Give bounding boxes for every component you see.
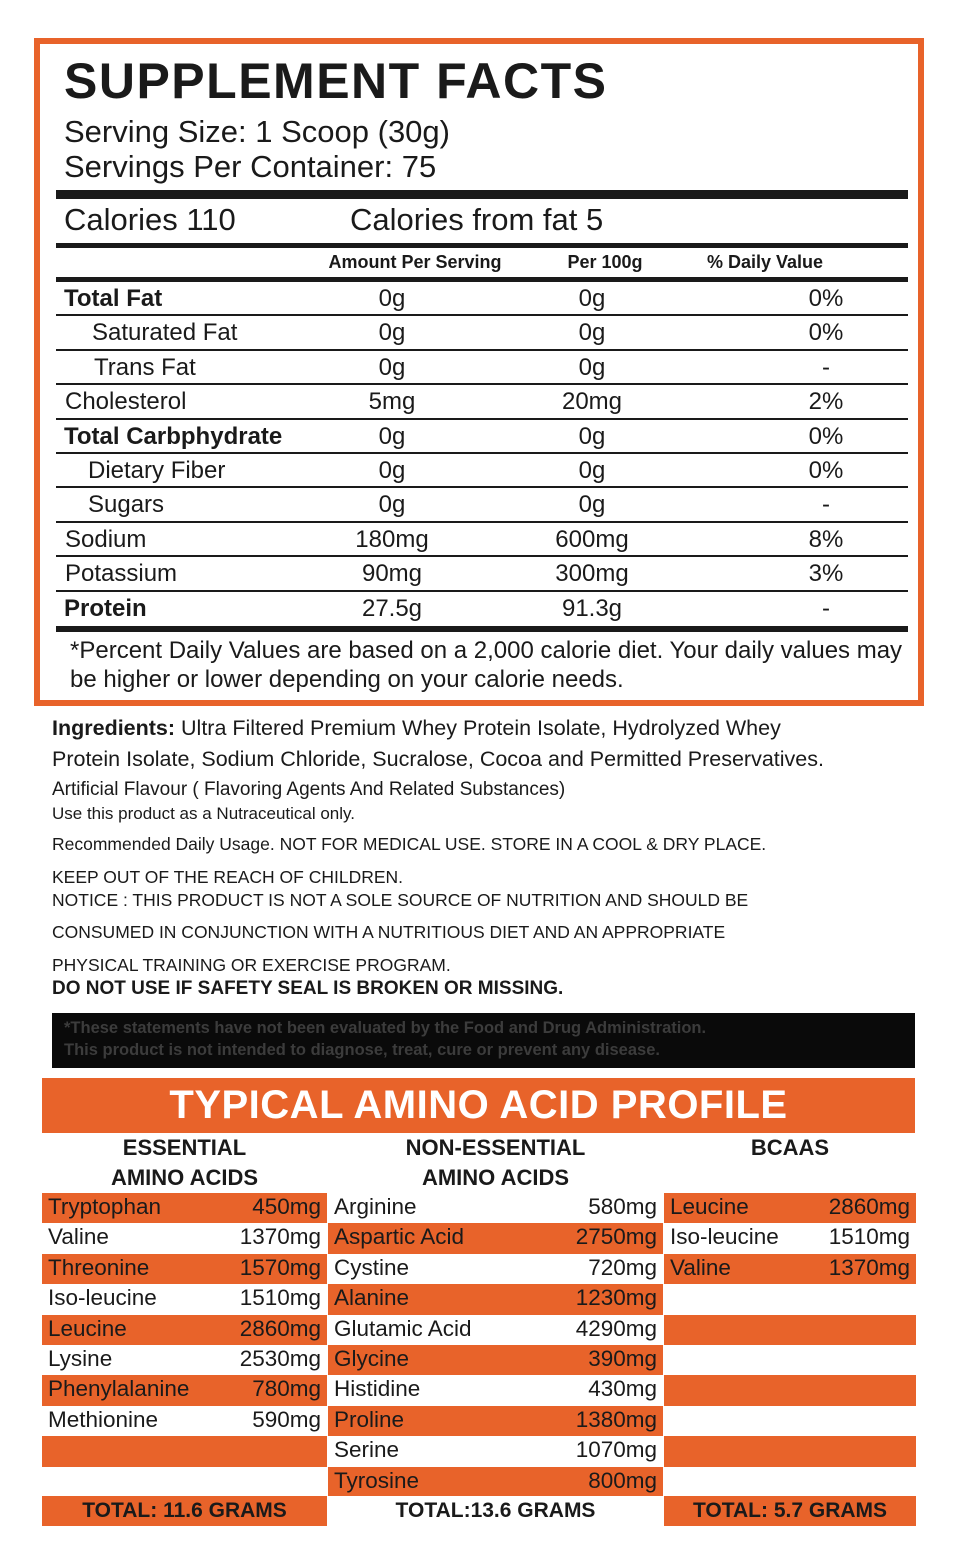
- amino-name: Methionine: [48, 1406, 159, 1432]
- table-row: [56, 351, 908, 385]
- daily-value-footnote: *Percent Daily Values are based on a 2,000 calorie diet. Your daily values may be higher or lower depending on your calorie needs.: [70, 637, 903, 693]
- list-item: [664, 1254, 916, 1284]
- amino-value: 1230mg: [575, 1285, 657, 1311]
- amino-value: 2750mg: [575, 1224, 657, 1250]
- list-item: [42, 1315, 327, 1345]
- amino-value: 800mg: [588, 1467, 657, 1493]
- per-serving-value: 0g: [378, 319, 406, 347]
- list-item: [664, 1375, 916, 1405]
- amino-value: 390mg: [588, 1345, 657, 1371]
- amino-name: Serine: [334, 1437, 400, 1463]
- ingredients-text: Ultra Filtered Premium Whey Protein Isolate, Hydrolyzed Whey: [175, 716, 781, 740]
- per-100g-value: 20mg: [561, 388, 623, 416]
- table-row: [56, 592, 908, 626]
- ingredients-label: Ingredients:: [52, 716, 176, 740]
- per-100g-value: 300mg: [555, 560, 629, 588]
- daily-value: 3%: [808, 560, 844, 588]
- list-item: [328, 1406, 663, 1436]
- list-item: [664, 1467, 916, 1497]
- daily-value: -: [822, 353, 830, 381]
- table-row: [56, 385, 908, 419]
- amino-value: 4290mg: [575, 1315, 657, 1341]
- list-item: [328, 1223, 663, 1253]
- essential-header: [42, 1133, 327, 1193]
- table-row: [56, 523, 908, 557]
- disclaimer-line: This product is not intended to diagnose, treat, cure or prevent any disease.: [64, 1041, 660, 1059]
- list-item: [664, 1223, 916, 1253]
- list-item: [42, 1193, 327, 1223]
- amino-name: Leucine: [48, 1315, 127, 1341]
- calories-from-fat: Calories from fat 5: [350, 202, 604, 237]
- calories: Calories 110: [64, 202, 236, 237]
- amino-name: Threonine: [48, 1254, 150, 1280]
- per-serving-value: 90mg: [361, 560, 423, 588]
- amino-value: 2530mg: [239, 1345, 321, 1371]
- per-100g-value: 91.3g: [561, 594, 623, 622]
- list-item: [42, 1254, 327, 1284]
- storage-note: Recommended Daily Usage. NOT FOR MEDICAL USE. STORE IN A COOL & DRY PLACE.: [52, 834, 767, 854]
- amino-name: Tyrosine: [334, 1467, 420, 1493]
- per-100g-value: 0g: [578, 422, 606, 450]
- per-serving-value: 0g: [378, 457, 406, 484]
- children-warning: KEEP OUT OF THE REACH OF CHILDREN.: [52, 867, 404, 887]
- list-item: [664, 1315, 916, 1345]
- usage-note: Use this product as a Nutraceutical only.: [52, 804, 355, 823]
- amino-name: Aspartic Acid: [334, 1224, 465, 1250]
- amino-name: Tryptophan: [48, 1194, 161, 1219]
- amino-name: Histidine: [334, 1376, 421, 1402]
- table-row: [56, 488, 908, 522]
- list-item: [664, 1436, 916, 1466]
- list-item: [664, 1406, 916, 1436]
- per-serving-value: 5mg: [368, 388, 416, 416]
- supplement-facts-panel: [34, 38, 924, 706]
- amino-value: 780mg: [252, 1376, 321, 1402]
- divider-bar: [56, 243, 908, 248]
- fda-disclaimer: [52, 1013, 915, 1068]
- daily-value: 2%: [808, 388, 844, 416]
- per-100g-value: 0g: [578, 491, 606, 519]
- bcaas-header: [664, 1133, 916, 1163]
- list-item: [328, 1315, 663, 1345]
- list-item: [328, 1467, 663, 1497]
- list-item: [328, 1284, 663, 1314]
- amino-value: 1510mg: [239, 1285, 321, 1311]
- ingredients-line: [52, 716, 781, 741]
- amino-name: Iso-leucine: [48, 1285, 157, 1311]
- amino-name: Proline: [334, 1406, 405, 1432]
- amino-name: Glycine: [334, 1345, 410, 1371]
- table-row: [56, 420, 908, 454]
- per-serving-value: 27.5g: [361, 594, 423, 622]
- amino-value: 580mg: [588, 1194, 657, 1219]
- nutrient-label: Cholesterol: [65, 388, 187, 416]
- per-serving-value: 180mg: [355, 525, 429, 553]
- amino-value: 720mg: [588, 1254, 657, 1280]
- per-serving-value: 0g: [378, 422, 406, 450]
- list-item: [328, 1345, 663, 1375]
- daily-value: 0%: [808, 457, 844, 484]
- amino-value: 1380mg: [575, 1406, 657, 1432]
- daily-value: -: [822, 594, 830, 622]
- list-item: [42, 1406, 327, 1436]
- header-line: AMINO ACIDS: [421, 1165, 570, 1190]
- amino-name: Alanine: [334, 1285, 410, 1311]
- list-item: [42, 1284, 327, 1314]
- amino-name: Leucine: [670, 1194, 749, 1219]
- notice-line: PHYSICAL TRAINING OR EXERCISE PROGRAM.: [52, 955, 451, 975]
- nutrient-label: Saturated Fat: [92, 319, 238, 347]
- amino-value: 2860mg: [239, 1315, 321, 1341]
- nutrient-label: Trans Fat: [94, 353, 196, 381]
- non-essential-header: [328, 1133, 663, 1193]
- amino-name: Iso-leucine: [670, 1224, 779, 1250]
- column-header-daily-value: % Daily Value: [706, 252, 824, 272]
- servings-per-container: Servings Per Container: 75: [64, 149, 437, 184]
- flavour-note: Artificial Flavour ( Flavoring Agents And Related Substances): [52, 779, 566, 800]
- daily-value: 0%: [808, 319, 844, 347]
- amino-value: 590mg: [252, 1406, 321, 1432]
- nutrient-label: Total Carbphydrate: [64, 422, 283, 450]
- amino-profile-title: TYPICAL AMINO ACID PROFILE: [42, 1078, 915, 1133]
- list-item: [328, 1375, 663, 1405]
- nutrient-label: Sugars: [88, 491, 165, 519]
- notice-line: NOTICE : THIS PRODUCT IS NOT A SOLE SOURCE OF NUTRITION AND SHOULD BE: [52, 890, 749, 910]
- nutrient-label: Dietary Fiber: [88, 457, 226, 484]
- per-100g-value: 0g: [578, 319, 606, 347]
- nutrient-label: Sodium: [65, 525, 147, 553]
- amino-value: 1370mg: [239, 1224, 321, 1250]
- ingredients-line: Protein Isolate, Sodium Chloride, Sucralose, Cocoa and Permitted Preservatives.: [52, 747, 824, 771]
- non-essential-amino-list: [328, 1193, 663, 1497]
- facts-title: SUPPLEMENT FACTS: [64, 53, 608, 109]
- table-row: [56, 454, 908, 488]
- nutrient-label: Potassium: [65, 560, 178, 588]
- column-header-per-100g: Per 100g: [567, 252, 643, 272]
- header-line: NON-ESSENTIAL: [405, 1135, 586, 1160]
- amino-value: 450mg: [252, 1194, 321, 1219]
- per-100g-value: 600mg: [555, 525, 629, 553]
- amino-value: 1070mg: [575, 1437, 657, 1463]
- list-item: [42, 1345, 327, 1375]
- amino-name: Cystine: [334, 1254, 410, 1280]
- amino-name: Valine: [670, 1254, 731, 1280]
- amino-name: Arginine: [334, 1194, 417, 1219]
- essential-amino-list: [42, 1193, 327, 1497]
- list-item: [42, 1436, 327, 1466]
- amino-name: Phenylalanine: [48, 1376, 190, 1402]
- nutrient-label: Total Fat: [64, 285, 163, 312]
- per-100g-value: 0g: [578, 285, 606, 312]
- amino-name: Lysine: [48, 1345, 113, 1371]
- daily-value: 8%: [808, 525, 844, 553]
- amino-value: 430mg: [588, 1376, 657, 1402]
- amino-value: 1370mg: [828, 1254, 910, 1280]
- list-item: [328, 1193, 663, 1223]
- per-serving-value: 0g: [378, 491, 406, 519]
- per-100g-value: 0g: [578, 457, 606, 484]
- amino-name: Glutamic Acid: [334, 1315, 472, 1341]
- bcaas-list: [664, 1193, 916, 1497]
- daily-value: -: [822, 491, 830, 519]
- list-item: [42, 1223, 327, 1253]
- list-item: [42, 1467, 327, 1497]
- list-item: [664, 1284, 916, 1314]
- list-item: [664, 1345, 916, 1375]
- disclaimer-line: *These statements have not been evaluated by the Food and Drug Administration.: [64, 1019, 707, 1037]
- divider-bar: [56, 190, 908, 199]
- nutrient-label: Protein: [64, 594, 147, 622]
- header-line: AMINO ACIDS: [110, 1165, 259, 1190]
- table-row: [56, 282, 908, 316]
- essential-total: TOTAL: 11.6 GRAMS: [42, 1496, 327, 1526]
- amino-name: Valine: [48, 1224, 109, 1250]
- header-line: ESSENTIAL: [122, 1135, 247, 1160]
- per-serving-value: 0g: [378, 285, 406, 312]
- bcaas-total: TOTAL: 5.7 GRAMS: [664, 1496, 916, 1526]
- daily-value: 0%: [808, 285, 844, 312]
- notice-line: CONSUMED IN CONJUNCTION WITH A NUTRITIOUS DIET AND AN APPROPRIATE: [52, 922, 726, 942]
- daily-value: 0%: [808, 422, 844, 450]
- list-item: [328, 1436, 663, 1466]
- table-row: [56, 316, 908, 350]
- serving-size: Serving Size: 1 Scoop (30g): [64, 114, 450, 149]
- divider-bar: [56, 626, 908, 632]
- list-item: [42, 1375, 327, 1405]
- list-item: [664, 1193, 916, 1223]
- table-row: [56, 557, 908, 591]
- per-serving-value: 0g: [378, 353, 406, 381]
- header-line: BCAAS: [750, 1135, 830, 1160]
- per-100g-value: 0g: [578, 353, 606, 381]
- amino-value: 2860mg: [828, 1194, 910, 1219]
- safety-seal-warning: DO NOT USE IF SAFETY SEAL IS BROKEN OR MISSING.: [52, 978, 564, 999]
- amino-value: 1510mg: [828, 1224, 910, 1250]
- list-item: [328, 1254, 663, 1284]
- non-essential-total: TOTAL:13.6 GRAMS: [328, 1496, 663, 1526]
- column-header-per-serving: Amount Per Serving: [328, 252, 502, 272]
- amino-value: 1570mg: [239, 1254, 321, 1280]
